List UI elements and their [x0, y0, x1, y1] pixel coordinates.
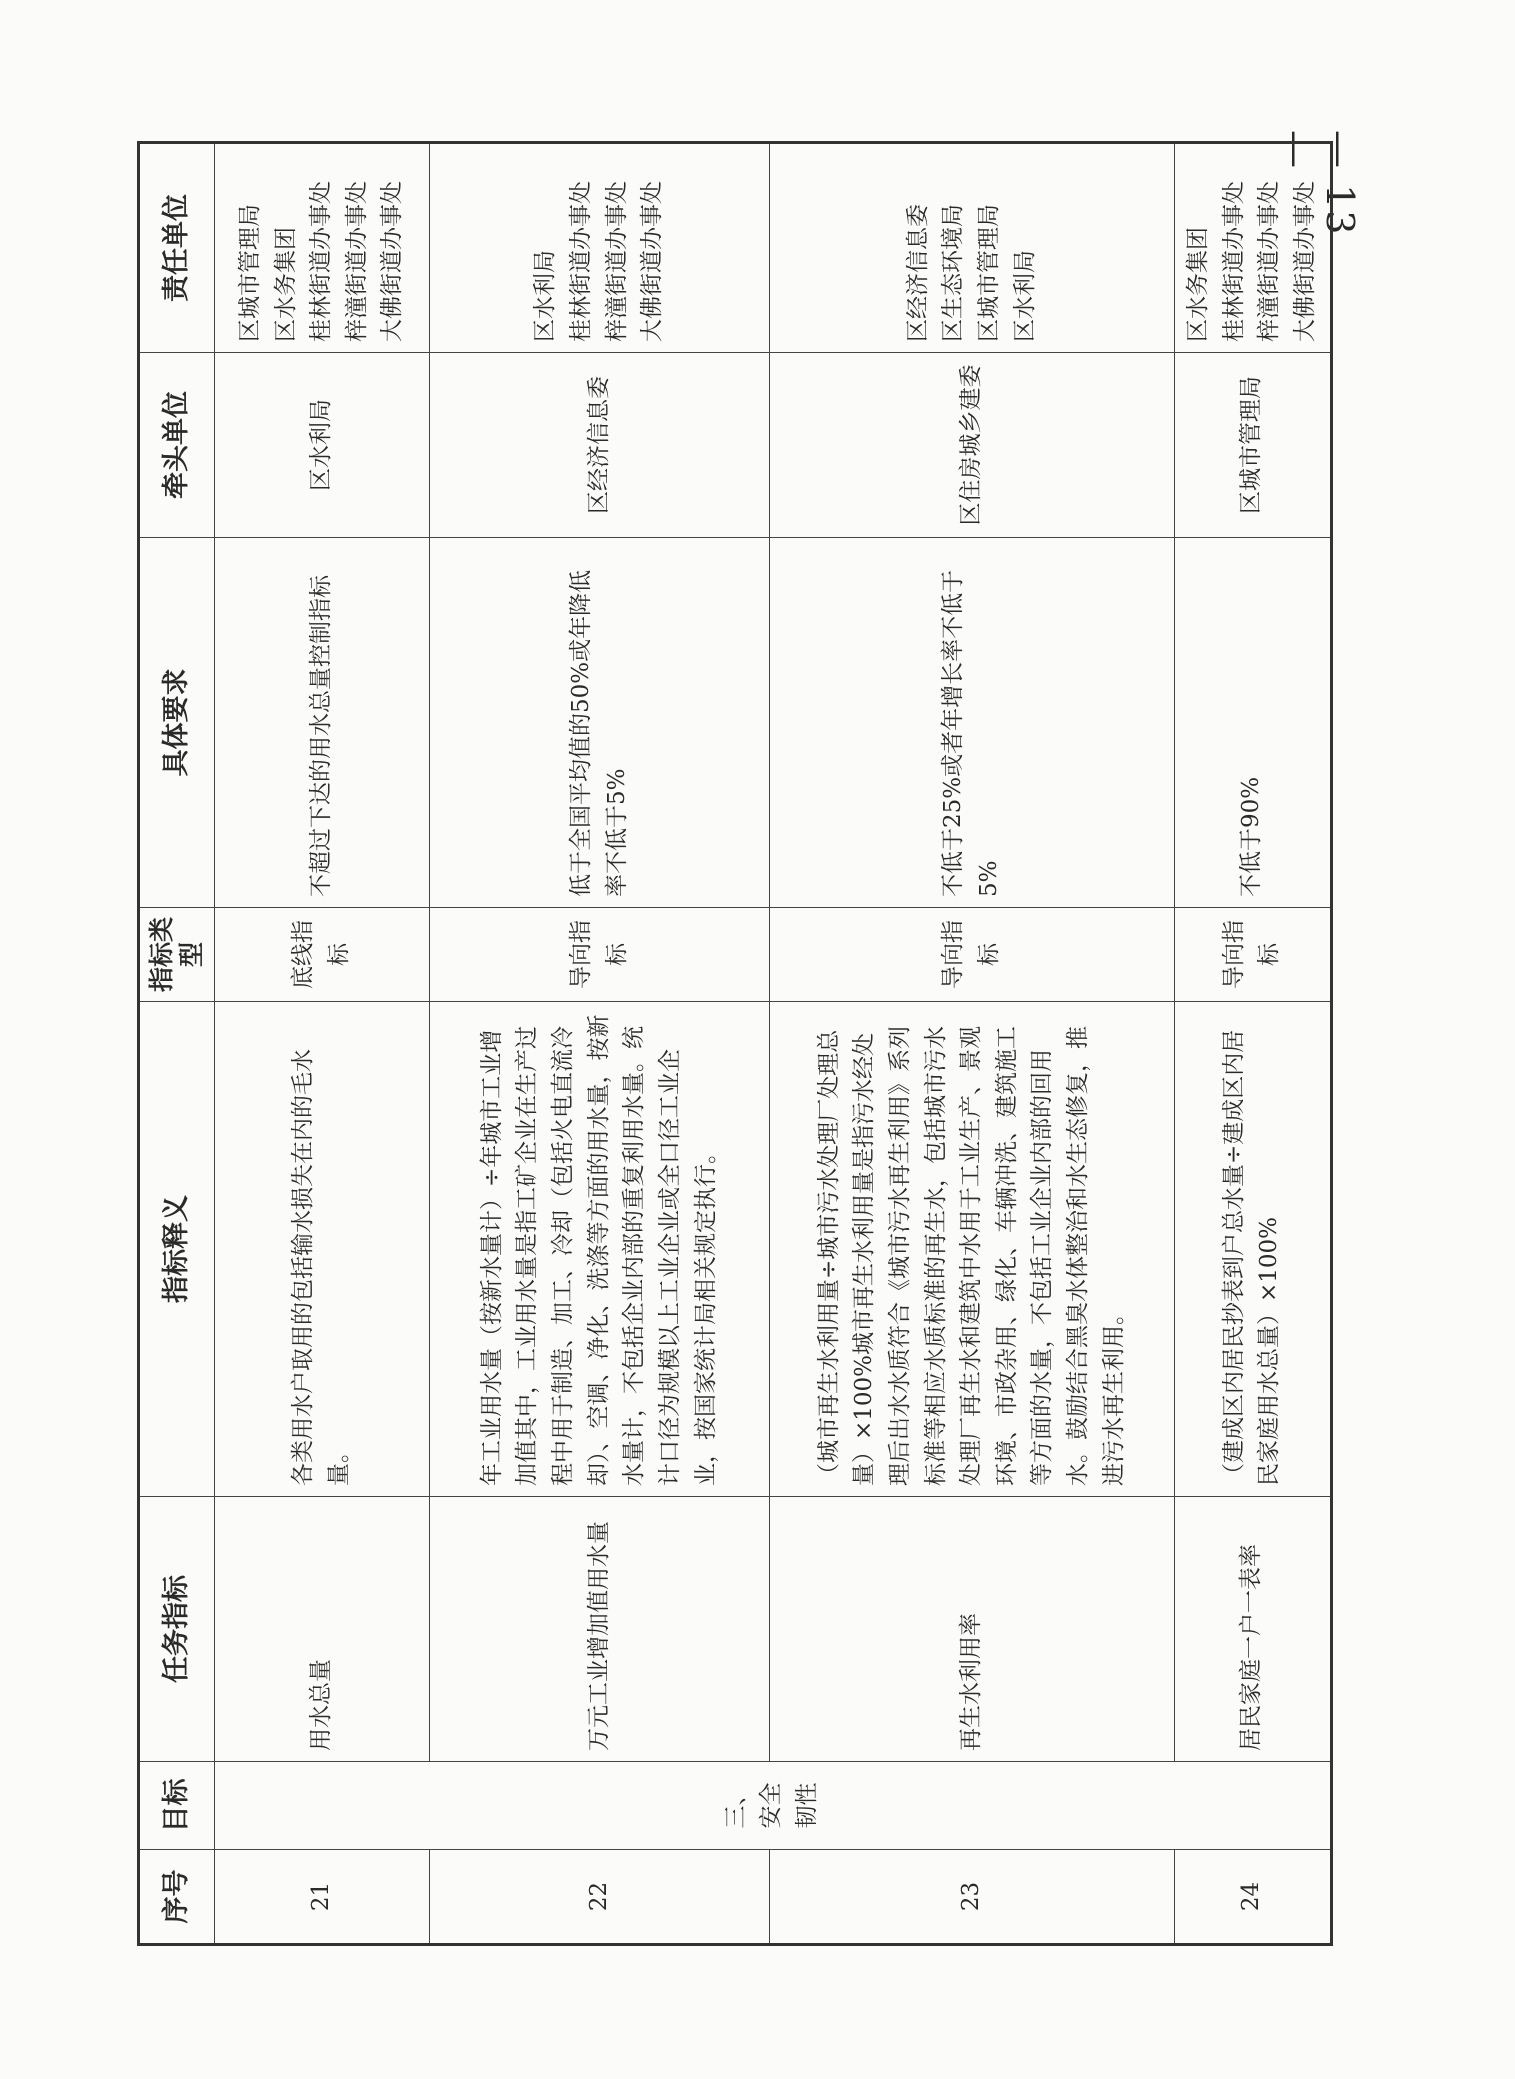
responsible-unit: 区城市管理局: [236, 204, 263, 342]
responsible-unit: 区水务集团: [272, 227, 299, 342]
task-cell: 再生水利用率: [770, 1497, 1175, 1762]
responsible-unit: 大佛街道办事处: [379, 181, 406, 342]
header-definition: 指标释义: [139, 1002, 215, 1497]
header-task: 任务指标: [139, 1497, 215, 1762]
table-row: [770, 143, 1175, 1945]
type-cell: 底线指标: [215, 908, 430, 1002]
definition-cell: （城市再生水利用量÷城市污水处理厂处理总量）×100%城市再生水利用量是指污水经处理后出水水质符合《城市污水再生利用》系列标准等相应水质标准的再生水，包括城市污水处理厂再生水和建筑中水用于工业生产、景观环境、市政杂用、绿化、车辆冲洗、建筑施工等方面的水量，不包括工业企业内部的回用水。鼓励结合黑臭水体整治和水生态修复，推进污水再生利用。: [770, 1002, 1175, 1497]
header-type: 指标类型: [139, 908, 215, 1002]
responsible-unit: 桂林街道办事处: [1220, 181, 1247, 342]
task-cell: 万元工业增加值用水量: [430, 1497, 770, 1762]
responsible-cell: [215, 143, 430, 353]
responsible-unit: 区水利局: [532, 250, 559, 342]
header-lead: 牵头单位: [139, 353, 215, 538]
responsible-unit: 桂林街道办事处: [308, 181, 335, 342]
requirement-cell: 不低于90%: [1175, 538, 1332, 908]
table-header-row: [139, 143, 215, 1945]
seq-cell: 24: [1175, 1850, 1332, 1945]
responsible-cell: [770, 143, 1175, 353]
definition-cell: （建成区内居民抄表到户总水量÷建成区内居民家庭用水总量）×100%: [1175, 1002, 1332, 1497]
header-responsible: 责任单位: [139, 143, 215, 353]
responsible-unit: 区生态环境局: [940, 204, 967, 342]
seq-cell: 23: [770, 1850, 1175, 1945]
task-cell: 用水总量: [215, 1497, 430, 1762]
seq-cell: 22: [430, 1850, 770, 1945]
type-cell: 导向指标: [430, 908, 770, 1002]
responsible-unit: 区水务集团: [1185, 227, 1211, 342]
responsible-unit: 区城市管理局: [976, 204, 1002, 342]
lead-cell: 区经济信息委: [430, 353, 770, 538]
responsible-unit: 区水利局: [1011, 250, 1038, 342]
table-row: [215, 143, 430, 1945]
task-cell: 居民家庭一户一表率: [1175, 1497, 1332, 1762]
table-row: [1175, 143, 1332, 1945]
responsible-unit: 梓潼街道办事处: [343, 181, 370, 342]
seq-cell: 21: [215, 1850, 430, 1945]
table-row: [430, 143, 770, 1945]
responsible-unit: 大佛街道办事处: [639, 181, 666, 342]
responsible-unit: 大佛街道办事处: [1291, 181, 1318, 342]
page-number: — 13 —: [1274, 130, 1362, 237]
header-seq: 序号: [139, 1850, 215, 1945]
header-requirement: 具体要求: [139, 538, 215, 908]
header-goal: 目标: [139, 1762, 215, 1850]
responsible-unit: 桂林街道办事处: [567, 181, 594, 342]
goal-cell: 三、安全韧性: [215, 1762, 1332, 1850]
responsible-cell: [430, 143, 770, 353]
responsible-unit: 梓潼街道办事处: [1256, 181, 1283, 342]
requirement-cell: 不超过下达的用水总量控制指标: [215, 538, 430, 908]
responsible-unit: 区经济信息委: [904, 204, 931, 342]
lead-cell: 区水利局: [215, 353, 430, 538]
responsible-unit: 梓潼街道办事处: [603, 181, 630, 342]
type-cell: 导向指标: [770, 908, 1175, 1002]
indicator-table: [137, 141, 1333, 1946]
type-cell: 导向指标: [1175, 908, 1332, 1002]
definition-cell: 各类用水户取用的包括输水损失在内的毛水量。: [215, 1002, 430, 1497]
definition-cell: 年工业用水量（按新水量计）÷年城市工业增加值其中，工业用水量是指工矿企业在生产过程中用于制造、加工、冷却（包括火电直流冷却）、空调、净化、洗涤等方面的用水量，按新水量计，不包括企业内部的重复利用水量。统计口径为规模以上工业企业或全口径工业企业，按国家统计局相关规定执行。: [430, 1002, 770, 1497]
requirement-cell: 不低于25%或者年增长率不低于5%: [770, 538, 1175, 908]
responsible-cell: [1175, 143, 1332, 353]
lead-cell: 区住房城乡建委: [770, 353, 1175, 538]
requirement-cell: 低于全国平均值的50%或年降低率不低于5%: [430, 538, 770, 908]
lead-cell: 区城市管理局: [1175, 353, 1332, 538]
